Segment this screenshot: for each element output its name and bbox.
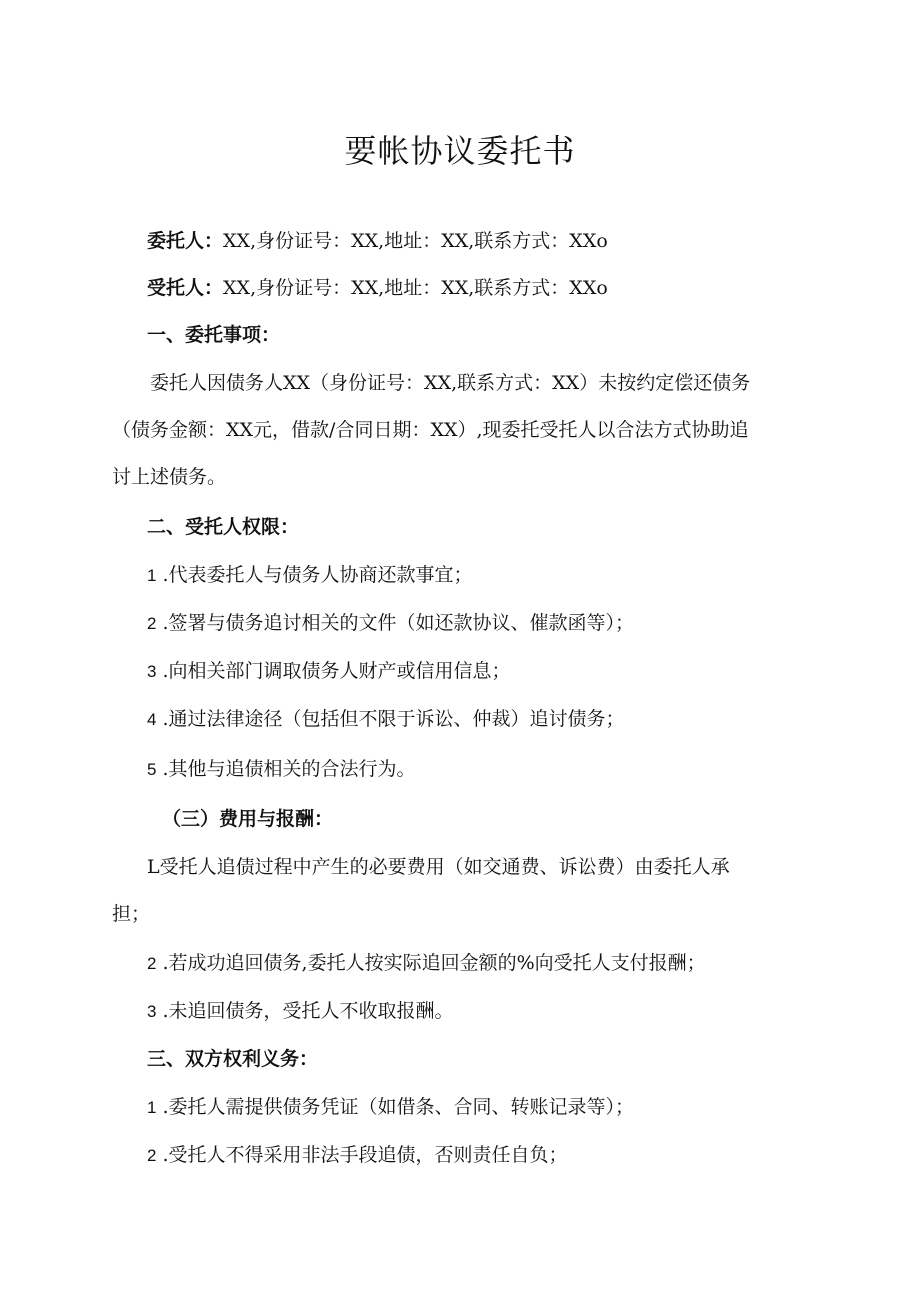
item-text: .未追回债务，受托人不收取报酬。 xyxy=(162,1000,454,1022)
item-text: .委托人需提供债务凭证（如借条、合同、转账记录等）； xyxy=(162,1096,635,1118)
agent-text: XX,身份证号：XX,地址：XX,联系方式：XXo xyxy=(223,277,608,299)
section3-heading: （三）费用与报酬： xyxy=(162,808,334,830)
section4-heading: 三、双方权利义务： xyxy=(147,1048,319,1070)
section1-heading: 一、委托事项： xyxy=(147,324,281,346)
section3-line: 担； xyxy=(112,903,151,925)
item-number: 4 xyxy=(147,710,157,729)
item-number: 1 xyxy=(147,566,157,585)
item-text: .若成功追回债务,委托人按实际追回金额的%向受托人支付报酬； xyxy=(162,952,706,974)
item-text: .向相关部门调取债务人财产或信用信息； xyxy=(162,660,511,682)
section4-item xyxy=(147,1094,634,1121)
section3-item xyxy=(147,998,454,1025)
principal-label: 委托人： xyxy=(147,230,224,252)
section1-line: （债务金额：XX元，借款/合同日期：XX）,现委托受托人以合法方式协助追 xyxy=(112,419,749,441)
agent-line xyxy=(147,275,608,301)
item-number: 3 xyxy=(147,1002,157,1021)
item-text: .通过法律途径（包括但不限于诉讼、仲裁）追讨债务； xyxy=(162,708,625,730)
principal-text: XX,身份证号：XX,地址：XX,联系方式：XXo xyxy=(223,230,608,252)
item-text: .签署与债务追讨相关的文件（如还款协议、催款函等）； xyxy=(162,612,635,634)
item-number: 1 xyxy=(147,1098,157,1117)
item-number: 2 xyxy=(147,954,157,973)
agent-label: 受托人： xyxy=(147,277,224,299)
item-text: .代表委托人与债务人协商还款事宜； xyxy=(162,564,473,586)
section1-line: 讨上述债务。 xyxy=(112,466,227,488)
section3-line: L受托人追债过程中产生的必要费用（如交通费、诉讼费）由委托人承 xyxy=(147,856,730,878)
section2-item xyxy=(147,756,416,783)
item-number: 2 xyxy=(147,1146,157,1165)
section2-item xyxy=(147,610,634,637)
document-title: 要帐协议委托书 xyxy=(344,132,576,170)
section1-line: 委托人因债务人XX（身份证号：XX,联系方式：XX）未按约定偿还债务 xyxy=(150,372,751,394)
section4-item xyxy=(147,1142,568,1169)
item-text: .其他与追债相关的合法行为。 xyxy=(162,758,416,780)
principal-line xyxy=(147,228,608,254)
item-text: .受托人不得采用非法手段追债，否则责任自负； xyxy=(162,1144,568,1166)
section2-item xyxy=(147,562,473,589)
item-number: 3 xyxy=(147,662,157,681)
section3-item xyxy=(147,950,706,977)
item-number: 2 xyxy=(147,614,157,633)
item-number: 5 xyxy=(147,760,157,779)
section2-item xyxy=(147,658,511,685)
section2-heading: 二、受托人权限： xyxy=(147,516,300,538)
section2-item xyxy=(147,706,625,733)
